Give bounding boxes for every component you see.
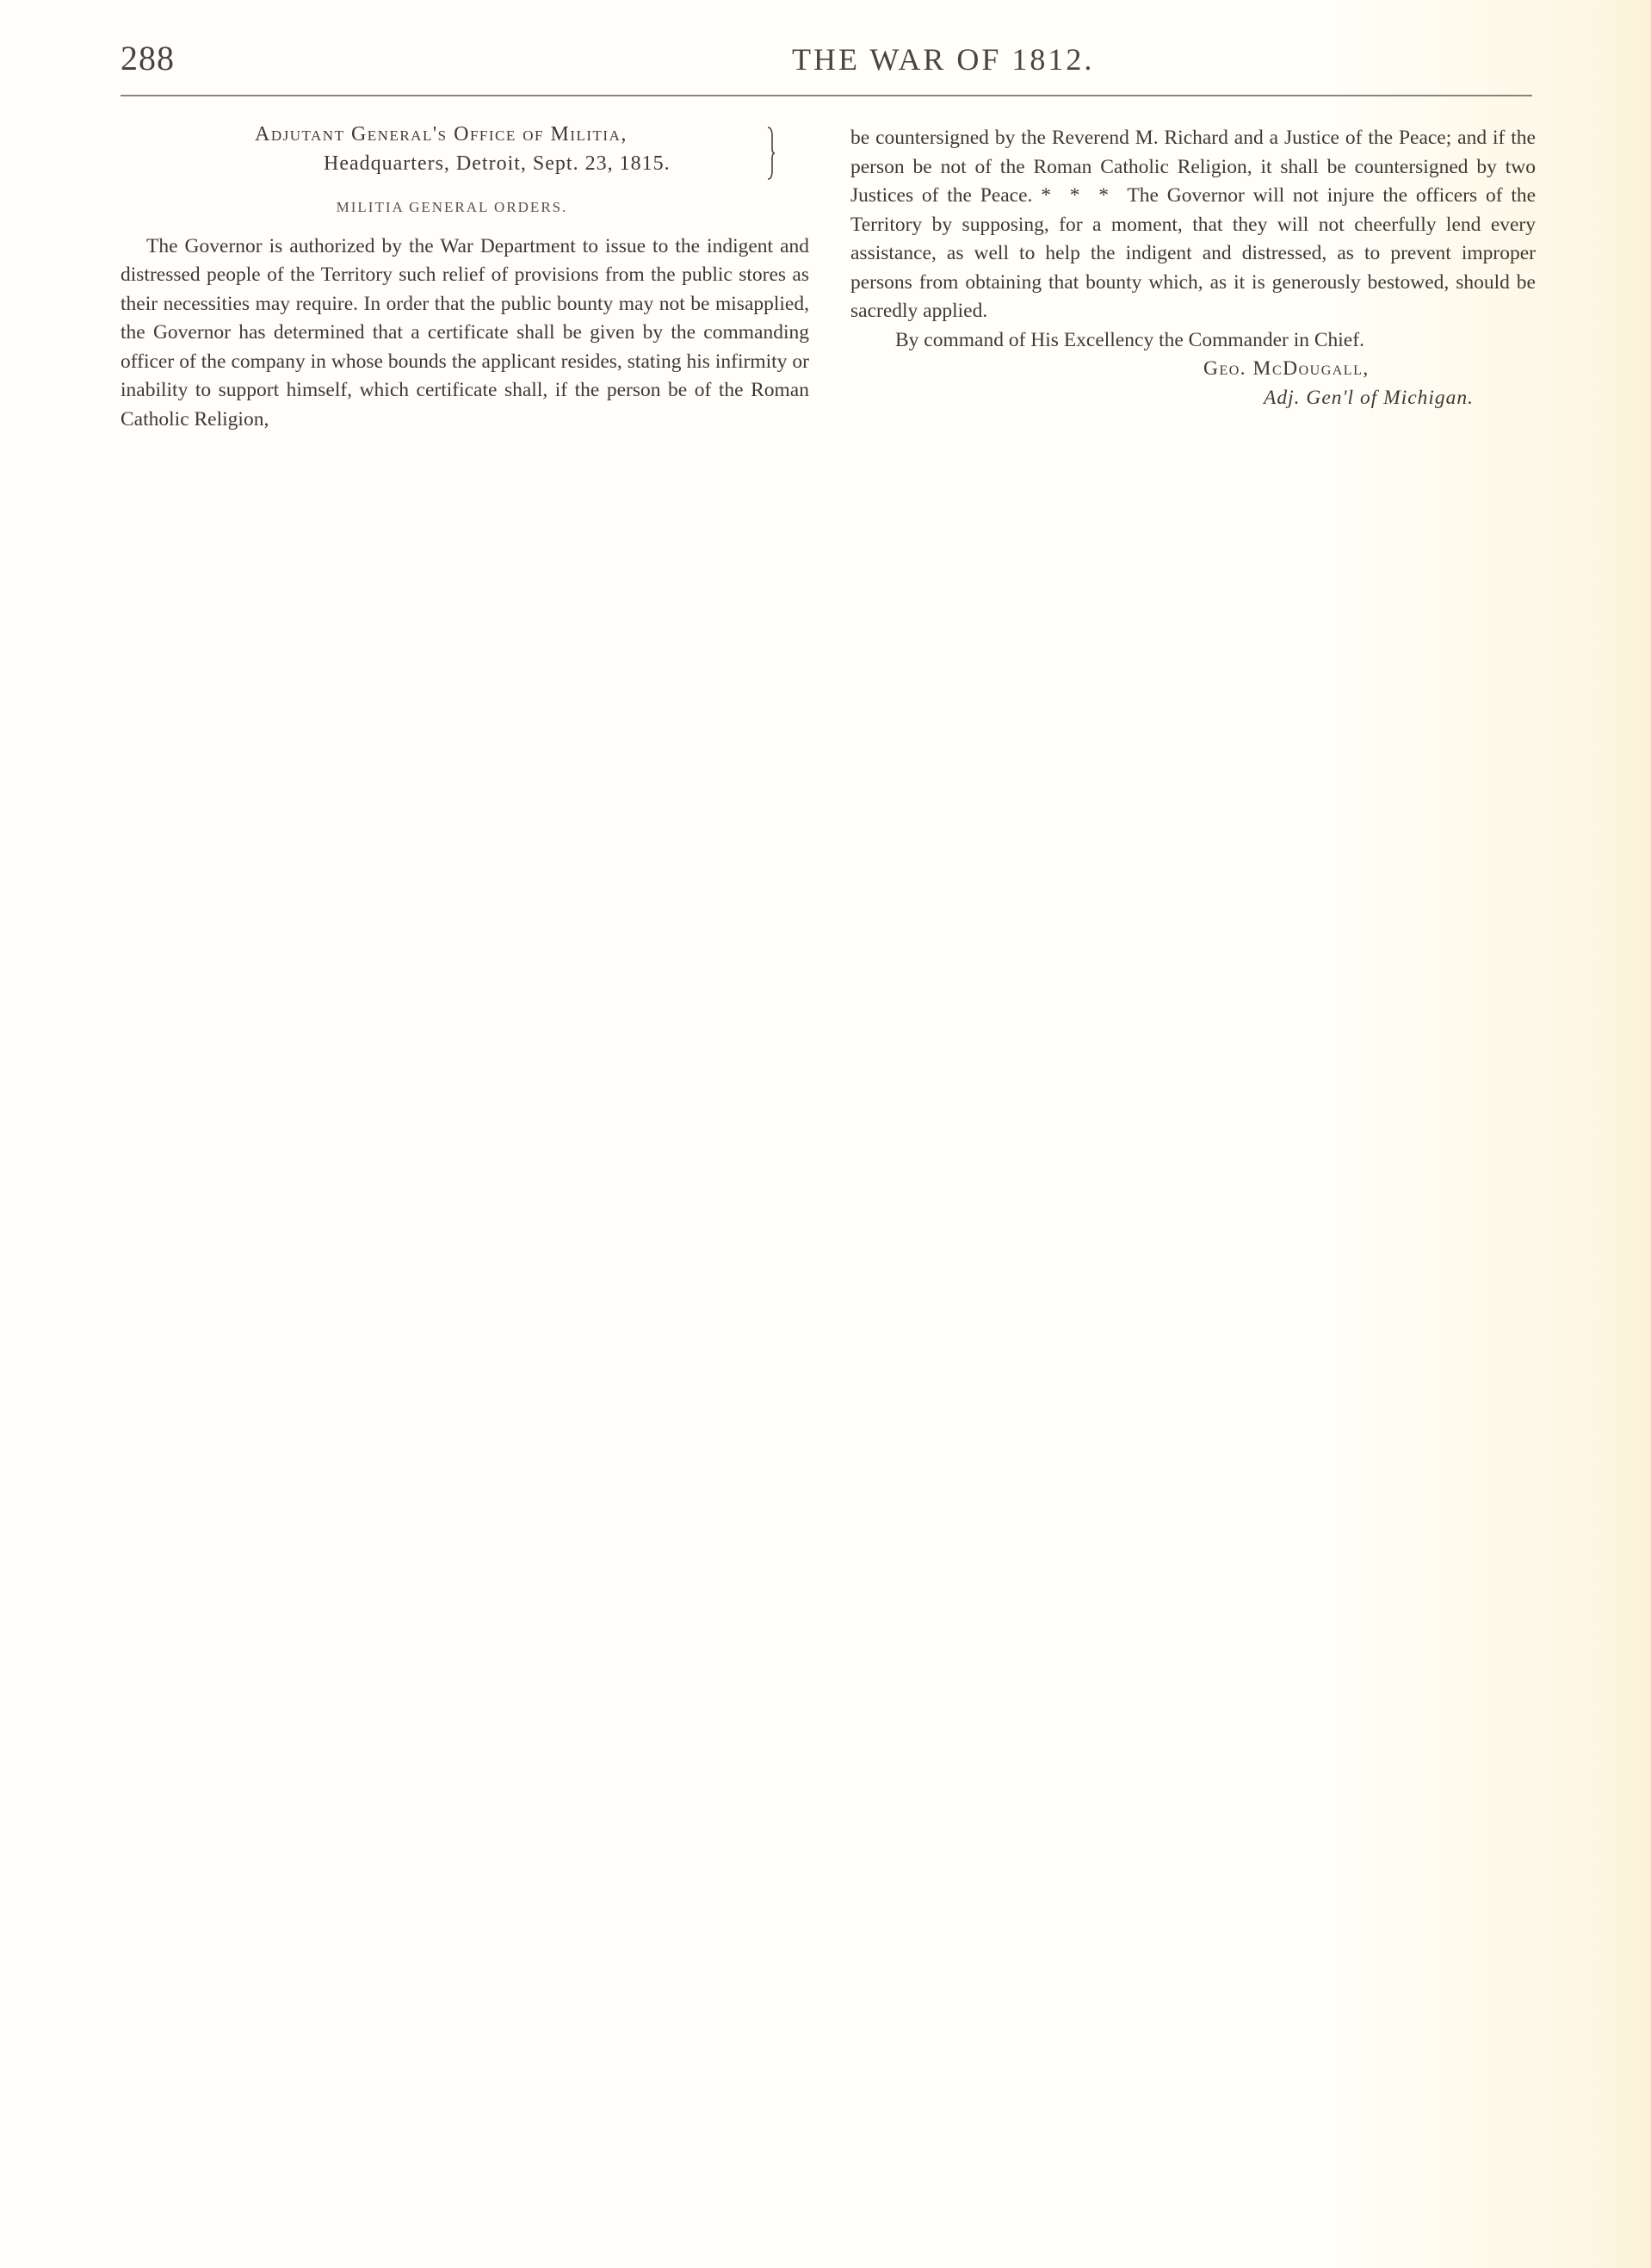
header-rule: [121, 95, 1532, 96]
right-column: [850, 124, 1536, 417]
order-body-left: The Governor is authorized by the War Department to issue to the indigent and distressed people of the Territory such relief of provisions from the public stores as their necessities may require. In order that the public bounty may not be misapplied, the Governor has determined that a certificate shall be given by the commanding officer of the company in whose bounds the applicant resides, stating his infirmity or inability to support himself, which certificate shall, if the person be of the Roman Catholic Religion,: [121, 234, 809, 431]
heading-office: Adjutant General's Office of Militia,: [255, 123, 628, 146]
curly-brace: [764, 126, 775, 181]
order-heading: [121, 121, 809, 181]
order-body-right: [850, 124, 1536, 326]
page-number: 288: [121, 39, 175, 77]
order-body-right-text: be countersigned by the Reverend M. Richard and a Justice of the Peace; and if the person be not of the Roman Catholic Religion, it shall be countersigned by two Justices of the Peace.: [850, 127, 1536, 207]
running-title: THE WAR OF 1812.: [792, 42, 1095, 77]
order-body-right-continued: The Governor will not injure the officers of the Territory by supposing, for a moment, that they will not cheerfully lend every assistance, as well to help the indigent and distressed, as to prevent improper persons from obtaining that bounty which, as it is generously bestowed, should be sacredly applied.: [850, 184, 1537, 322]
left-column: [121, 121, 809, 434]
command-line: By command of His Excellency the Commander in Chief.: [895, 328, 1364, 351]
running-head: [121, 38, 1532, 81]
signature-title: Adj. Gen'l of Michigan.: [1264, 387, 1475, 409]
signature-block: [850, 355, 1536, 417]
ellipsis-stars: * * *: [1041, 184, 1115, 207]
heading-headquarters: Headquarters, Detroit, Sept. 23, 1815.: [324, 152, 671, 175]
signature-name: Geo. McDougall,: [1203, 357, 1370, 380]
orders-title: MILITIA GENERAL ORDERS.: [336, 199, 568, 215]
